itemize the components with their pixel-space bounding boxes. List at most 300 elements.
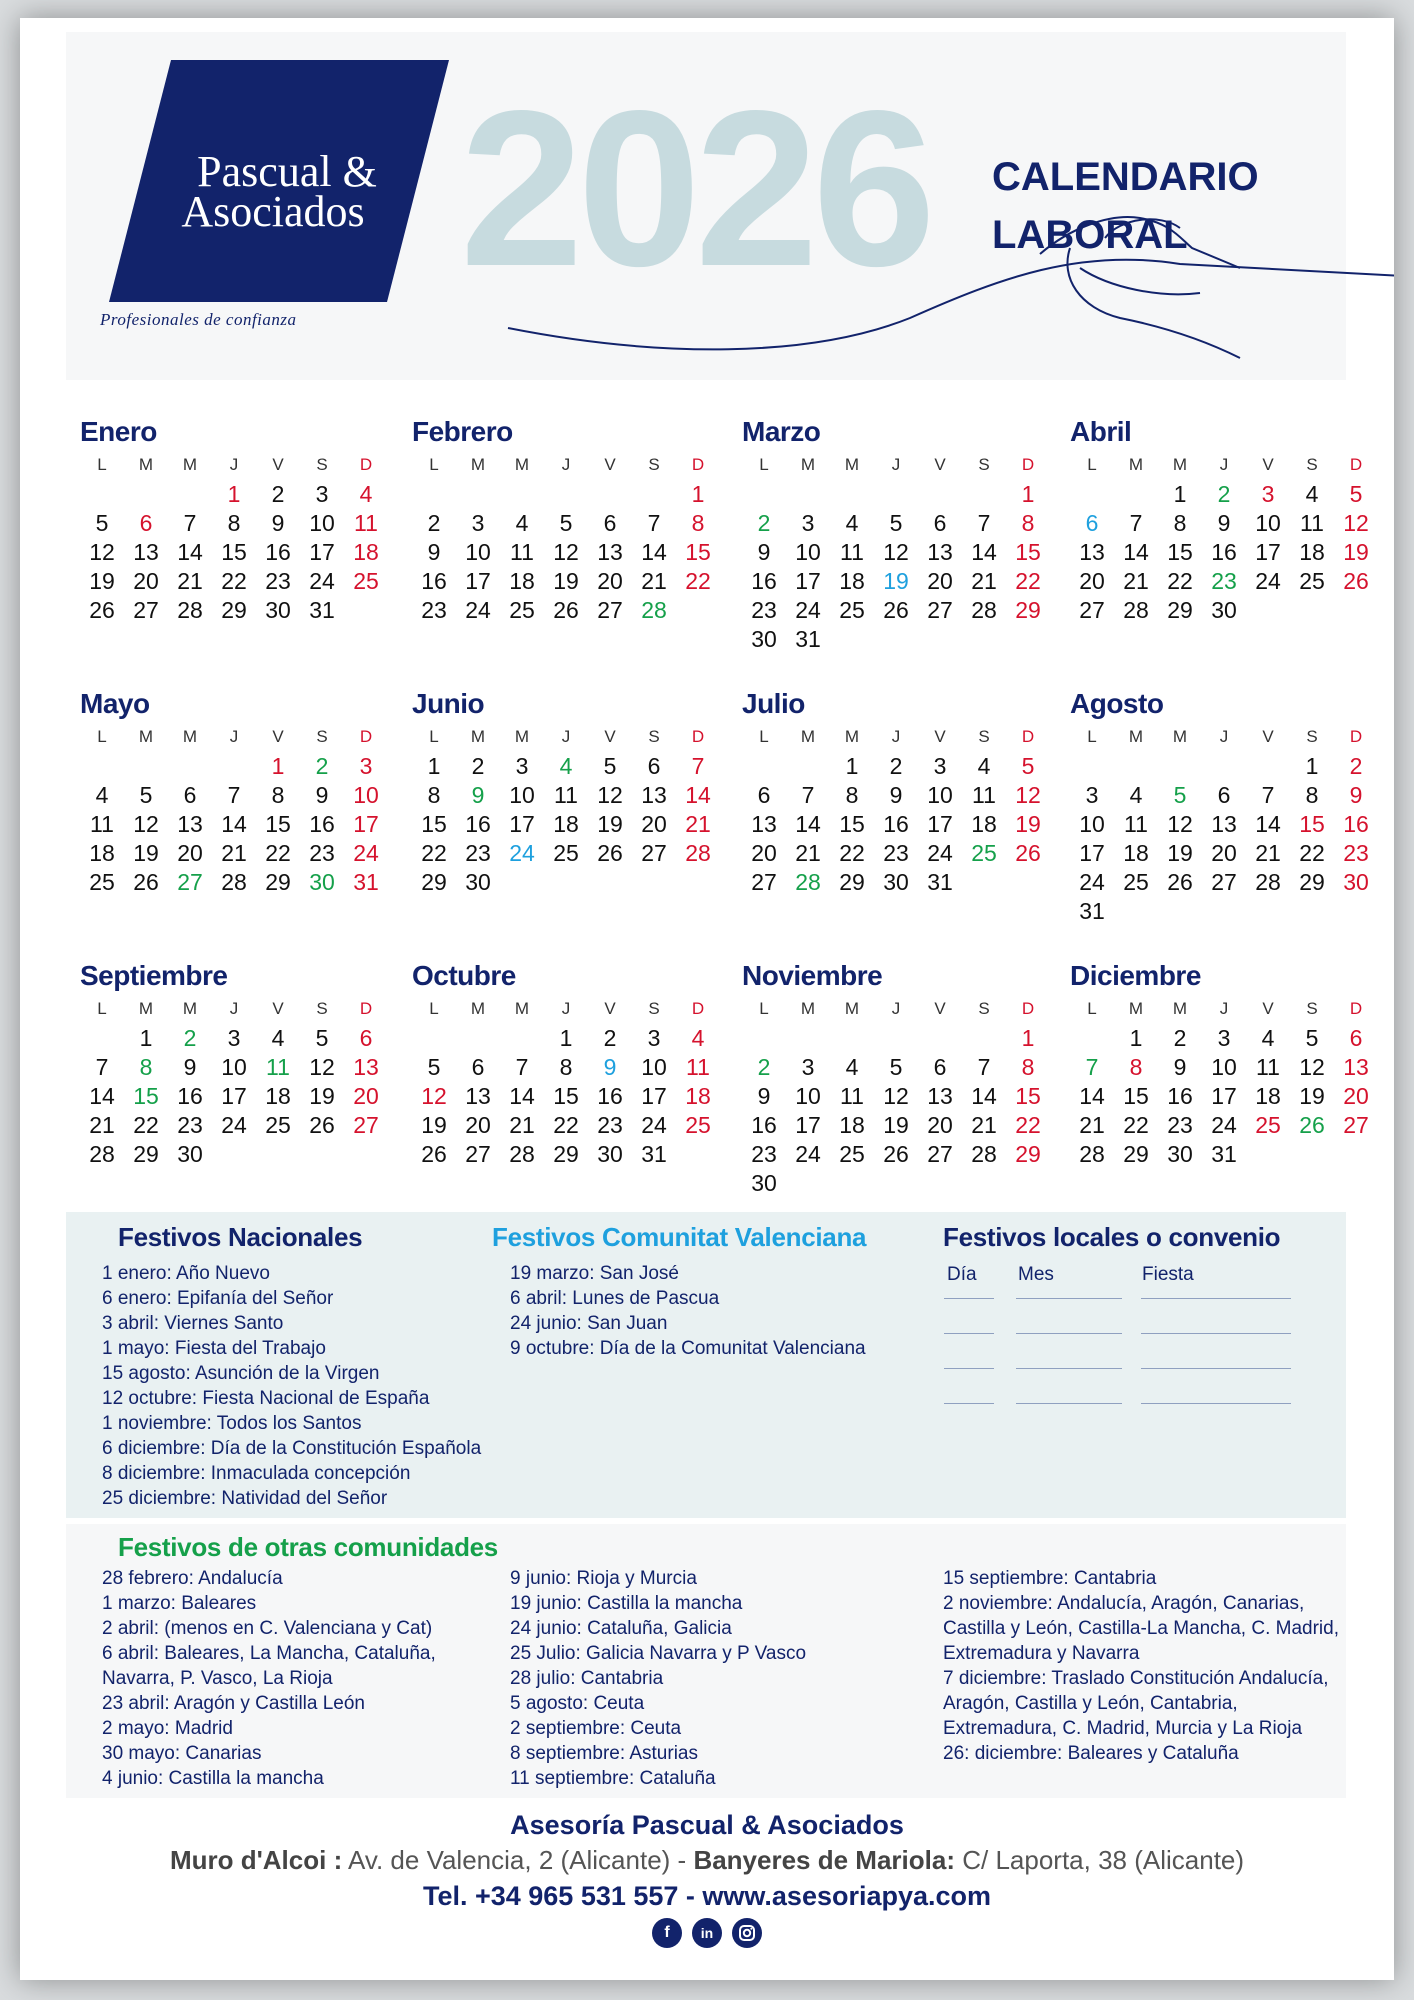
weekday-header: S <box>316 455 328 474</box>
weekday-header: M <box>1172 999 1188 1018</box>
day-cell: 26 <box>883 597 909 623</box>
day-cell: 24 <box>795 1141 821 1167</box>
day-cell: 21 <box>177 568 203 594</box>
weekday-header: M <box>844 455 860 474</box>
day-cell: 9 <box>427 539 441 565</box>
day-cell: 3 <box>1261 481 1275 507</box>
day-cell: 27 <box>1079 597 1105 623</box>
day-cell: 24 <box>641 1112 667 1138</box>
day-cell: 19 <box>597 811 623 837</box>
day-cell: 2 <box>757 510 771 536</box>
blank-entry-line[interactable] <box>944 1298 994 1299</box>
day-cell: 2 <box>889 753 903 779</box>
holiday-entry: 1 mayo: Fiesta del Trabajo <box>102 1338 326 1359</box>
holiday-entry: 4 junio: Castilla la mancha <box>102 1768 324 1789</box>
day-cell: 4 <box>845 1054 859 1080</box>
weekday-header: M <box>1128 455 1144 474</box>
weekday-header: D <box>1021 727 1035 746</box>
facebook-icon[interactable]: f <box>652 1918 682 1948</box>
day-cell: 30 <box>1211 597 1237 623</box>
other-holidays-col2 <box>510 1566 806 1791</box>
day-cell: 3 <box>1085 782 1099 808</box>
calendar-page <box>20 18 1394 1980</box>
weekday-header: V <box>1262 999 1274 1018</box>
month-julio <box>742 686 1042 897</box>
day-cell: 12 <box>1343 510 1369 536</box>
day-cell: 29 <box>1015 1141 1041 1167</box>
day-cell: 7 <box>183 510 197 536</box>
day-cell: 19 <box>1343 539 1369 565</box>
empty-day <box>1246 752 1290 781</box>
calendar-title-line1: CALENDARIO <box>992 155 1259 199</box>
day-cell: 4 <box>271 1025 285 1051</box>
day-cell: 11 <box>1300 510 1324 536</box>
day-cell: 11 <box>840 1083 864 1109</box>
regional-holidays-title: Festivos Comunitat Valenciana <box>492 1222 867 1252</box>
day-cell: 18 <box>1299 539 1325 565</box>
month-noviembre <box>742 958 1042 1198</box>
blank-entry-line[interactable] <box>1141 1333 1291 1334</box>
weekday-header: M <box>470 999 486 1018</box>
weekday-header: V <box>604 455 616 474</box>
blank-entry-line[interactable] <box>944 1368 994 1369</box>
day-cell: 22 <box>1015 1112 1041 1138</box>
day-cell: 8 <box>227 510 241 536</box>
month-name: Marzo <box>742 416 821 447</box>
day-cell: 7 <box>691 753 705 779</box>
day-cell: 1 <box>1305 753 1319 779</box>
weekday-header: L <box>97 999 107 1018</box>
day-cell: 7 <box>977 1054 991 1080</box>
day-cell: 27 <box>641 840 667 866</box>
weekday-header: J <box>229 727 239 746</box>
month-name: Junio <box>412 688 485 719</box>
month-septiembre <box>80 958 380 1169</box>
day-cell: 4 <box>359 481 373 507</box>
day-cell: 4 <box>1305 481 1319 507</box>
day-cell: 30 <box>1343 869 1369 895</box>
day-cell: 11 <box>554 782 578 808</box>
day-cell: 15 <box>1123 1083 1149 1109</box>
day-cell: 20 <box>1079 568 1105 594</box>
day-cell: 17 <box>927 811 953 837</box>
instagram-icon[interactable] <box>732 1918 762 1948</box>
day-cell: 12 <box>553 539 579 565</box>
day-cell: 7 <box>647 510 661 536</box>
day-cell: 27 <box>465 1141 491 1167</box>
day-cell: 6 <box>647 753 661 779</box>
day-cell: 17 <box>221 1083 247 1109</box>
day-cell: 13 <box>353 1054 379 1080</box>
day-cell: 30 <box>265 597 291 623</box>
empty-day <box>786 480 830 509</box>
day-cell: 16 <box>265 539 291 565</box>
day-cell: 7 <box>227 782 241 808</box>
day-cell: 3 <box>801 1054 815 1080</box>
day-cell: 30 <box>465 869 491 895</box>
day-cell: 29 <box>1299 869 1325 895</box>
weekday-header: D <box>1349 727 1363 746</box>
day-cell: 22 <box>265 840 291 866</box>
day-cell: 23 <box>421 597 447 623</box>
blank-entry-line[interactable] <box>944 1403 994 1404</box>
day-cell: 17 <box>641 1083 667 1109</box>
day-cell: 9 <box>1217 510 1231 536</box>
day-cell: 21 <box>509 1112 535 1138</box>
day-cell: 2 <box>471 753 485 779</box>
day-cell: 24 <box>1255 568 1281 594</box>
day-cell: 13 <box>465 1083 491 1109</box>
day-cell: 3 <box>801 510 815 536</box>
day-cell: 6 <box>757 782 771 808</box>
day-cell: 18 <box>1255 1083 1281 1109</box>
day-cell: 30 <box>597 1141 623 1167</box>
month-days-grid <box>412 450 712 625</box>
day-cell: 25 <box>1255 1112 1281 1138</box>
day-cell: 12 <box>133 811 159 837</box>
holiday-entry: Extremadura, C. Madrid, Murcia y La Rioja <box>943 1718 1303 1739</box>
day-cell: 14 <box>89 1083 115 1109</box>
day-cell: 14 <box>509 1083 535 1109</box>
blank-entry-line[interactable] <box>1141 1403 1291 1404</box>
day-cell: 6 <box>933 1054 947 1080</box>
day-cell: 3 <box>359 753 373 779</box>
day-cell: 1 <box>559 1025 573 1051</box>
blank-entry-line[interactable] <box>1141 1298 1291 1299</box>
day-cell: 5 <box>889 510 903 536</box>
weekday-header: L <box>429 727 439 746</box>
blank-entry-line[interactable] <box>1016 1298 1122 1299</box>
day-cell: 20 <box>353 1083 379 1109</box>
holiday-entry: 6 diciembre: Día de la Constitución Española <box>102 1438 482 1459</box>
local-col-fiesta: Fiesta <box>1142 1264 1194 1285</box>
day-cell: 10 <box>795 1083 821 1109</box>
day-cell: 27 <box>751 869 777 895</box>
day-cell: 15 <box>221 539 247 565</box>
weekday-header: M <box>514 999 530 1018</box>
empty-day <box>168 752 212 781</box>
blank-entry-line[interactable] <box>1016 1403 1122 1404</box>
day-cell: 1 <box>227 481 241 507</box>
day-cell: 23 <box>1211 568 1237 594</box>
day-cell: 1 <box>845 753 859 779</box>
footer <box>20 1808 1394 1948</box>
day-cell: 31 <box>795 626 821 652</box>
empty-day <box>874 480 918 509</box>
holiday-entry: 25 diciembre: Natividad del Señor <box>102 1488 388 1509</box>
blank-entry-line[interactable] <box>944 1333 994 1334</box>
national-holidays-list <box>102 1261 481 1511</box>
day-cell: 14 <box>1255 811 1281 837</box>
weekday-header: L <box>759 455 769 474</box>
day-cell: 9 <box>471 782 485 808</box>
day-cell: 23 <box>1167 1112 1193 1138</box>
day-cell: 6 <box>471 1054 485 1080</box>
weekday-header: M <box>1172 455 1188 474</box>
empty-day <box>1070 752 1114 781</box>
day-cell: 17 <box>795 568 821 594</box>
day-cell: 15 <box>839 811 865 837</box>
day-cell: 24 <box>1079 869 1105 895</box>
day-cell: 20 <box>465 1112 491 1138</box>
day-cell: 25 <box>685 1112 711 1138</box>
empty-day <box>918 480 962 509</box>
weekday-header: M <box>1128 727 1144 746</box>
empty-day <box>212 752 256 781</box>
empty-day <box>124 480 168 509</box>
day-cell: 26 <box>309 1112 335 1138</box>
logo-text-line2: Asociados <box>181 187 365 236</box>
weekday-header: V <box>1262 455 1274 474</box>
day-cell: 29 <box>421 869 447 895</box>
day-cell: 8 <box>1021 510 1035 536</box>
weekday-header: M <box>470 455 486 474</box>
blank-entry-line[interactable] <box>1016 1368 1122 1369</box>
day-cell: 19 <box>553 568 579 594</box>
empty-day <box>412 1024 456 1053</box>
month-name: Septiembre <box>80 960 228 991</box>
month-days-grid <box>1070 722 1370 926</box>
day-cell: 6 <box>603 510 617 536</box>
day-cell: 28 <box>971 1141 997 1167</box>
day-cell: 6 <box>183 782 197 808</box>
weekday-header: J <box>561 999 571 1018</box>
month-name: Julio <box>742 688 805 719</box>
day-cell: 24 <box>221 1112 247 1138</box>
day-cell: 12 <box>1015 782 1041 808</box>
day-cell: 4 <box>977 753 991 779</box>
day-cell: 9 <box>315 782 329 808</box>
day-cell: 22 <box>839 840 865 866</box>
day-cell: 29 <box>1015 597 1041 623</box>
blank-entry-line[interactable] <box>1016 1333 1122 1334</box>
day-cell: 4 <box>1129 782 1143 808</box>
day-cell: 8 <box>427 782 441 808</box>
day-cell: 1 <box>1021 1025 1035 1051</box>
day-cell: 25 <box>1123 869 1149 895</box>
day-cell: 16 <box>751 1112 777 1138</box>
day-cell: 16 <box>465 811 491 837</box>
blank-entry-line[interactable] <box>1141 1368 1291 1369</box>
day-cell: 31 <box>927 869 953 895</box>
holiday-entry: 2 abril: (menos en C. Valenciana y Cat) <box>102 1618 433 1639</box>
holiday-entry: 25 Julio: Galicia Navarra y P Vasco <box>510 1643 807 1664</box>
day-cell: 14 <box>795 811 821 837</box>
holiday-entry: 7 diciembre: Traslado Constitución Andalucía, <box>943 1668 1329 1689</box>
month-name: Febrero <box>412 416 513 447</box>
day-cell: 4 <box>515 510 529 536</box>
month-name: Agosto <box>1070 688 1164 719</box>
day-cell: 16 <box>1211 539 1237 565</box>
day-cell: 15 <box>685 539 711 565</box>
day-cell: 16 <box>309 811 335 837</box>
day-cell: 26 <box>1167 869 1193 895</box>
day-cell: 17 <box>1255 539 1281 565</box>
logo-text-line1: Pascual & <box>197 147 377 196</box>
other-holidays-col3 <box>943 1566 1339 1766</box>
weekday-header: M <box>182 455 198 474</box>
weekday-header: J <box>229 999 239 1018</box>
day-cell: 29 <box>133 1141 159 1167</box>
year-title: 2026 <box>460 65 930 313</box>
day-cell: 5 <box>1349 481 1363 507</box>
day-cell: 31 <box>1211 1141 1237 1167</box>
footer-company: Asesoría Pascual & Asociados <box>510 1810 904 1840</box>
day-cell: 26 <box>89 597 115 623</box>
empty-day <box>1158 752 1202 781</box>
day-cell: 1 <box>1021 481 1035 507</box>
weekday-header: J <box>1219 999 1229 1018</box>
weekday-header: L <box>429 455 439 474</box>
weekday-header: S <box>648 727 660 746</box>
weekday-header: J <box>891 455 901 474</box>
holiday-entry: 3 abril: Viernes Santo <box>102 1313 284 1334</box>
weekday-header: V <box>1262 727 1274 746</box>
day-cell: 27 <box>1343 1112 1369 1138</box>
day-cell: 11 <box>354 510 378 536</box>
office1-address: Av. de Valencia, 2 (Alicante) - <box>348 1845 687 1875</box>
day-cell: 12 <box>421 1083 447 1109</box>
day-cell: 10 <box>795 539 821 565</box>
day-cell: 10 <box>353 782 379 808</box>
day-cell: 20 <box>133 568 159 594</box>
day-cell: 6 <box>933 510 947 536</box>
empty-day <box>742 752 786 781</box>
month-name: Enero <box>80 416 157 447</box>
day-cell: 7 <box>1085 1054 1099 1080</box>
weekday-header: M <box>844 727 860 746</box>
month-days-grid <box>412 722 712 897</box>
local-holidays-title: Festivos locales o convenio <box>943 1222 1281 1252</box>
empty-day <box>1114 752 1158 781</box>
day-cell: 26 <box>1299 1112 1325 1138</box>
day-cell: 12 <box>883 1083 909 1109</box>
office2-label: Banyeres de Mariola: <box>693 1845 955 1875</box>
day-cell: 23 <box>597 1112 623 1138</box>
day-cell: 21 <box>1255 840 1281 866</box>
day-cell: 11 <box>972 782 996 808</box>
day-cell: 1 <box>1129 1025 1143 1051</box>
day-cell: 9 <box>1349 782 1363 808</box>
day-cell: 10 <box>1255 510 1281 536</box>
day-cell: 14 <box>971 539 997 565</box>
weekday-header: M <box>138 455 154 474</box>
month-junio <box>412 686 712 897</box>
day-cell: 27 <box>1211 869 1237 895</box>
day-cell: 14 <box>177 539 203 565</box>
holiday-entry: 6 abril: Baleares, La Mancha, Cataluña, <box>102 1643 436 1664</box>
linkedin-icon[interactable]: in <box>692 1918 722 1948</box>
regional-holidays-list <box>510 1261 866 1361</box>
day-cell: 16 <box>597 1083 623 1109</box>
holiday-entry: 1 enero: Año Nuevo <box>102 1263 270 1284</box>
day-cell: 8 <box>845 782 859 808</box>
month-days-grid <box>1070 994 1370 1169</box>
day-cell: 8 <box>1173 510 1187 536</box>
day-cell: 26 <box>421 1141 447 1167</box>
holiday-entry: 1 marzo: Baleares <box>102 1593 257 1614</box>
day-cell: 18 <box>1123 840 1149 866</box>
day-cell: 21 <box>685 811 711 837</box>
day-cell: 17 <box>795 1112 821 1138</box>
empty-day <box>874 1024 918 1053</box>
day-cell: 20 <box>1211 840 1237 866</box>
month-days-grid <box>80 994 380 1169</box>
day-cell: 15 <box>1299 811 1325 837</box>
empty-day <box>80 480 124 509</box>
month-name: Diciembre <box>1070 960 1201 991</box>
day-cell: 15 <box>1015 1083 1041 1109</box>
day-cell: 16 <box>1343 811 1369 837</box>
weekday-header: D <box>691 999 705 1018</box>
day-cell: 2 <box>1349 753 1363 779</box>
weekday-header: D <box>1349 999 1363 1018</box>
day-cell: 12 <box>883 539 909 565</box>
day-cell: 12 <box>1299 1054 1325 1080</box>
day-cell: 25 <box>553 840 579 866</box>
day-cell: 23 <box>1343 840 1369 866</box>
month-days-grid <box>742 450 1042 654</box>
month-name: Octubre <box>412 960 516 991</box>
day-cell: 19 <box>89 568 115 594</box>
empty-day <box>588 480 632 509</box>
day-cell: 16 <box>177 1083 203 1109</box>
holiday-entry: Aragón, Castilla y León, Cantabria, <box>943 1693 1238 1714</box>
weekday-header: M <box>514 727 530 746</box>
day-cell: 3 <box>315 481 329 507</box>
day-cell: 10 <box>1211 1054 1237 1080</box>
day-cell: 28 <box>177 597 203 623</box>
day-cell: 14 <box>685 782 711 808</box>
weekday-header: M <box>1172 727 1188 746</box>
day-cell: 20 <box>751 840 777 866</box>
day-cell: 6 <box>1349 1025 1363 1051</box>
day-cell: 24 <box>309 568 335 594</box>
weekday-header: S <box>978 727 990 746</box>
day-cell: 22 <box>221 568 247 594</box>
day-cell: 26 <box>1343 568 1369 594</box>
office1-label: Muro d'Alcoi : <box>169 1845 343 1875</box>
day-cell: 2 <box>757 1054 771 1080</box>
social-links <box>20 1918 1394 1948</box>
day-cell: 19 <box>421 1112 447 1138</box>
day-cell: 1 <box>691 481 705 507</box>
weekday-header: M <box>470 727 486 746</box>
holiday-entry: Navarra, P. Vasco, La Rioja <box>102 1668 333 1689</box>
day-cell: 21 <box>971 568 997 594</box>
day-cell: 7 <box>801 782 815 808</box>
day-cell: 5 <box>315 1025 329 1051</box>
weekday-header: V <box>934 999 946 1018</box>
day-cell: 5 <box>1173 782 1187 808</box>
local-col-month: Mes <box>1018 1264 1054 1285</box>
day-cell: 28 <box>1123 597 1149 623</box>
day-cell: 5 <box>95 510 109 536</box>
empty-day <box>124 752 168 781</box>
day-cell: 2 <box>427 510 441 536</box>
day-cell: 8 <box>1305 782 1319 808</box>
day-cell: 18 <box>971 811 997 837</box>
empty-day <box>742 1024 786 1053</box>
day-cell: 9 <box>183 1054 197 1080</box>
day-cell: 22 <box>1299 840 1325 866</box>
weekday-header: V <box>272 455 284 474</box>
empty-day <box>632 480 676 509</box>
day-cell: 8 <box>271 782 285 808</box>
weekday-header: M <box>1128 999 1144 1018</box>
weekday-header: V <box>272 727 284 746</box>
day-cell: 4 <box>1261 1025 1275 1051</box>
